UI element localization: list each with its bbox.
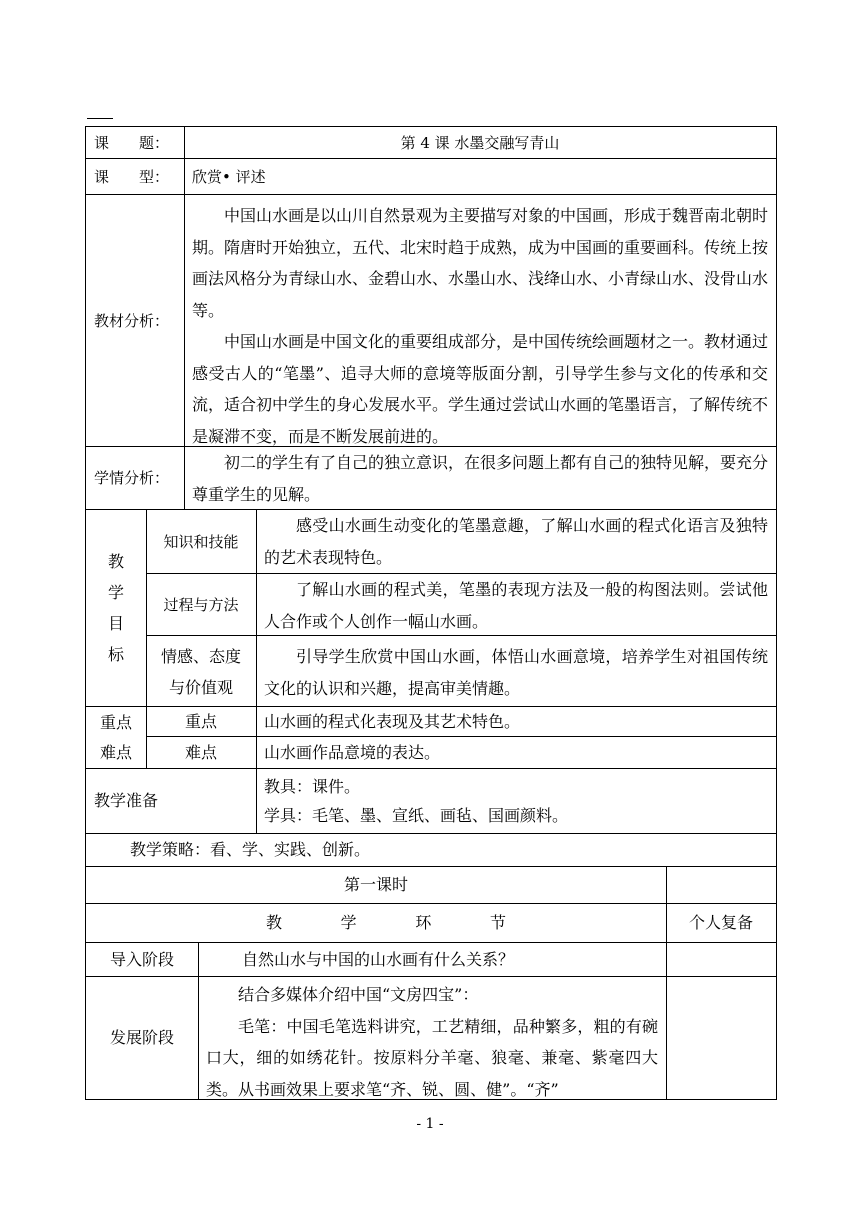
keypoints-label — [86, 707, 146, 768]
goals-label — [86, 510, 146, 706]
section-header — [266, 904, 506, 942]
row-intro-stage — [86, 943, 776, 977]
goal-text-process: 了解山水画的程式美，笔墨的表现方法及一般的构图法则。尝试他人合作或个人创作一幅山水画。 — [264, 580, 768, 631]
goals-label-char: 标 — [107, 645, 124, 664]
key-point-row — [146, 707, 776, 737]
student-text: 初二的学生有了自己的独立意识，在很多问题上都有自己的独特见解，要充分尊重学生的见解。 — [192, 453, 769, 504]
difficult-point-text: 山水画作品意境的表达。 — [264, 742, 441, 762]
page-number: - 1 - — [416, 1116, 444, 1132]
goals-label-char: 教 — [107, 552, 124, 571]
goal-name-process: 过程与方法 — [163, 595, 239, 614]
development-paragraph-2: 毛笔：中国毛笔选料讲究，工艺精细，品种繁多，粗的有碗口大，细的如绣花针。按原料分羊毫、狼毫、兼毫、紫毫四大类。从书画效果上要求笔“齐、锐、圆、健”。“齐” — [206, 1016, 658, 1099]
lesson-plan-table — [85, 126, 777, 1100]
intro-stage-label: 导入阶段 — [109, 949, 174, 969]
type-value: 欣赏• 评述 — [192, 167, 266, 186]
difficult-point-label: 难点 — [184, 742, 217, 762]
goal-row-process — [146, 574, 776, 636]
topic-label: 课 题： — [94, 133, 170, 152]
goal-text-knowledge: 感受山水画生动变化的笔墨意趣，了解山水画的程式化语言及独特的艺术表现特色。 — [264, 516, 768, 567]
analysis-label: 教材分析： — [94, 311, 170, 330]
intro-stage-text: 自然山水与中国的山水画有什么关系？ — [242, 949, 515, 969]
goal-row-knowledge — [146, 510, 776, 574]
header-rule — [87, 118, 113, 119]
row-student-analysis — [86, 447, 776, 510]
goal-name-knowledge: 知识和技能 — [163, 532, 239, 551]
section-header-char: 节 — [489, 913, 506, 932]
topic-value: 第 4 课 水墨交融写青山 — [400, 133, 560, 152]
row-type — [86, 159, 776, 195]
difficult-point-row — [146, 737, 776, 768]
row-analysis — [86, 195, 776, 447]
goal-row-attitude — [146, 636, 776, 706]
key-point-text: 山水画的程式化表现及其艺术特色。 — [264, 711, 521, 731]
key-point-label: 重点 — [184, 711, 217, 731]
row-topic — [86, 127, 776, 159]
analysis-paragraph-2: 中国山水画是中国文化的重要组成部分，是中国传统绘画题材之一。教材通过感受古人的“笔墨”、追寻大师的意境等版面分割，引导学生参与文化的传承和交流，适合初中学生的身心发展水平。学生通过尝试山水画的笔墨语言，了解传统不是凝滞不变，而是不断发展前进的。 — [192, 332, 769, 446]
goal-name-attitude-line2: 与价值观 — [168, 678, 233, 697]
row-period — [86, 867, 776, 904]
section-header-char: 环 — [415, 913, 432, 932]
personal-review-header: 个人复备 — [688, 913, 753, 932]
goal-name-attitude-line1: 情感、态度 — [160, 647, 241, 666]
goals-label-char: 目 — [107, 614, 124, 633]
analysis-paragraph-1: 中国山水画是以山川自然景观为主要描写对象的中国画，形成于魏晋南北朝时期。隋唐时开始独立，五代、北宋时趋于成熟，成为中国画的重要画科。传统上按画法风格分为青绿山水、金碧山水、水墨山水、浅绛山水、小青绿山水、没骨山水等。 — [192, 206, 769, 320]
development-paragraph-1: 结合多媒体介绍中国“文房四宝”： — [238, 985, 479, 1004]
period-title: 第一课时 — [343, 875, 408, 894]
row-preparation — [86, 769, 776, 834]
preparation-student-tools: 学具：毛笔、墨、宣纸、画毡、国画颜料。 — [264, 806, 569, 825]
type-label: 课 型： — [94, 167, 170, 186]
keypoints-block — [86, 707, 776, 769]
student-label: 学情分析： — [94, 469, 170, 487]
keypoints-label-bottom: 难点 — [99, 742, 132, 762]
goal-name-attitude — [146, 641, 256, 703]
preparation-label: 教学准备 — [94, 791, 159, 810]
strategy-text: 教学策略：看、学、实践、创新。 — [130, 840, 371, 859]
row-section-header — [86, 904, 776, 943]
goals-block — [86, 510, 776, 707]
preparation-tools: 教具：课件。 — [264, 777, 361, 796]
row-strategy — [86, 834, 776, 867]
goal-text-attitude: 引导学生欣赏中国山水画，体悟山水画意境，培养学生对祖国传统文化的认识和兴趣，提高审美情趣。 — [264, 647, 768, 698]
development-stage-label: 发展阶段 — [109, 1028, 174, 1047]
goals-label-char: 学 — [107, 583, 124, 602]
section-header-char: 学 — [340, 913, 357, 932]
keypoints-label-top: 重点 — [99, 712, 132, 732]
row-development-stage — [86, 977, 776, 1099]
section-header-char: 教 — [266, 913, 283, 932]
